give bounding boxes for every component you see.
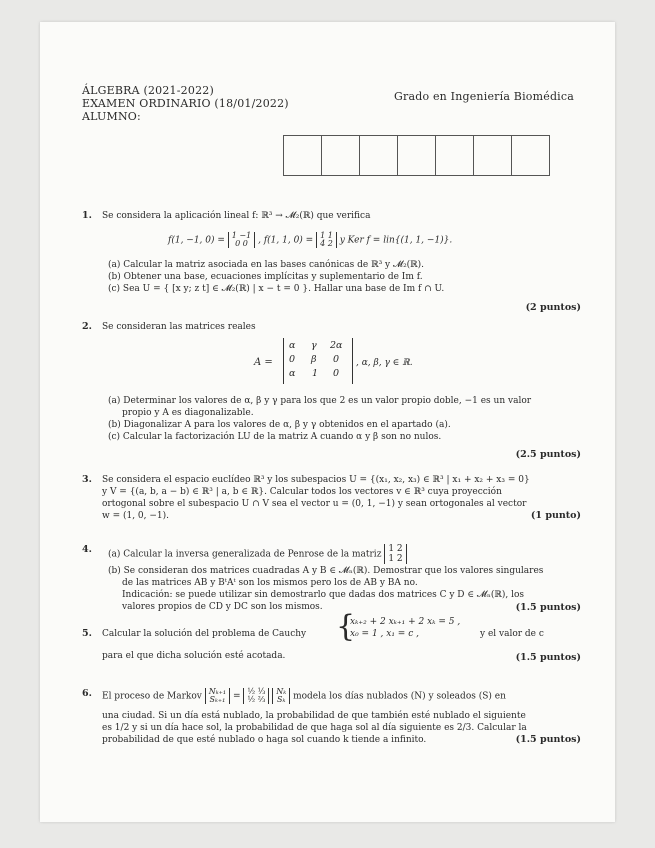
score-cell[interactable] (473, 135, 512, 176)
problem-1-intro: Se considera la aplicación lineal f: ℝ³ → 𝓜₂(ℝ) que verifica (102, 211, 371, 221)
problem-2-item-b: (b) Diagonalizar A para los valores de α, β y γ obtenidos en el apartado (a). (108, 420, 451, 430)
problem-6-number: 6. (82, 688, 92, 699)
problem-5-after: y el valor de c (480, 629, 544, 639)
matrix-m1: 1 −1 0 0 (228, 232, 255, 248)
matrix-a-label: A = (254, 357, 273, 368)
matrix-a-cell: 0 (289, 354, 296, 365)
problem-4-item-a (108, 544, 407, 564)
score-cell[interactable] (397, 135, 436, 176)
problem-6-points: (1.5 puntos) (515, 734, 581, 745)
problem-2-number: 2. (82, 321, 92, 332)
formula-part-c: y Ker f = lin{(1, 1, −1)}. (339, 235, 453, 246)
problem-3-line: y V = {(a, b, a − b) ∈ ℝ³ | a, b ∈ ℝ}. Calcular todos los vectores v ∈ ℝ³ cuya proyección (102, 487, 502, 497)
score-cell[interactable] (511, 135, 550, 176)
problem-3-number: 3. (82, 474, 92, 485)
student-label: ALUMNO: (82, 110, 141, 123)
problem-1-item-b: (b) Obtener una base, ecuaciones implícitas y suplementario de Im f. (108, 272, 423, 282)
matrix-a-cell: β (311, 354, 317, 365)
matrix-a-cell: 1 (312, 368, 319, 379)
score-cell[interactable] (283, 135, 322, 176)
problem-5-intro: Calcular la solución del problema de Cauchy (102, 629, 307, 639)
matrix-a (283, 338, 353, 384)
problem-3-line: Se considera el espacio euclídeo ℝ³ y los subespacios U = {(x₁, x₂, x₃) ∈ ℝ³ | x₁ + x₂ + x₃ = 0} (102, 475, 530, 485)
problem-3-line: ortogonal sobre el subespacio U ∩ V sea el vector u = (0, 1, −1) y sean ortogonales al vector (102, 499, 527, 509)
problem-4-line: valores propios de CD y DC son los mismos. (122, 602, 323, 612)
matrix-a-suffix: , α, β, γ ∈ ℝ. (356, 358, 413, 368)
matrix-a-cell: α (289, 368, 296, 379)
problem-5-number: 5. (82, 628, 92, 639)
problem-4-line: Indicación: se puede utilizar sin demostrarlo que dadas dos matrices C y D ∈ 𝓜ₙ(ℝ), los (122, 590, 525, 600)
problem-2-item-a: (a) Determinar los valores de α, β y γ para los que 2 es un valor propio doble, −1 es un valor (108, 396, 532, 406)
exam-header (82, 84, 289, 123)
problem-1-items (108, 259, 444, 295)
markov-matrix: ½ ⅓ ½ ⅔ (243, 688, 269, 704)
matrix-a-cell: 2α (330, 340, 343, 351)
problem-6-after: modela los días nublados (N) y soleados (S) en (293, 691, 506, 702)
course-title: ÁLGEBRA (2021-2022) (82, 84, 214, 97)
problem-1-formula (168, 232, 452, 248)
problem-5-line2: para el que dicha solución esté acotada. (102, 651, 286, 661)
problem-6-text (102, 710, 584, 746)
exam-title: EXAMEN ORDINARIO (18/01/2022) (82, 97, 289, 110)
problem-3-line: w = (1, 0, −1). (102, 511, 170, 521)
formula-part-a: f(1, −1, 0) = (168, 235, 225, 246)
matrix-a-cell: 0 (333, 354, 340, 365)
cauchy-eq1: xₖ₊₂ + 2 xₖ₊₁ + 2 xₖ = 5 , (350, 617, 461, 627)
problem-1-points: (2 puntos) (525, 302, 581, 313)
exam-sheet (40, 22, 615, 822)
score-cell[interactable] (359, 135, 398, 176)
problem-4-item-a-text: (a) Calcular la inversa generalizada de Penrose de la matriz (108, 549, 382, 560)
matrix-a-cell: γ (311, 340, 317, 351)
problem-4-number: 4. (82, 544, 92, 555)
markov-lhs: Nₖ₊₁ Sₖ₊₁ (205, 688, 230, 704)
problem-6-intro-text: El proceso de Markov (102, 691, 202, 702)
matrix-a-cell: 0 (333, 368, 340, 379)
problem-2-items (108, 395, 578, 443)
problem-2-item-a-cont: propio y A es diagonalizable. (122, 408, 254, 418)
cauchy-eq2: x₀ = 1 , x₁ = c , (350, 629, 419, 639)
problem-2-intro: Se consideran las matrices reales (102, 322, 256, 332)
problem-4-item-b (108, 565, 583, 613)
matrix-a-cell: α (289, 340, 296, 351)
score-cell[interactable] (435, 135, 474, 176)
cauchy-system (350, 616, 460, 640)
degree-name: Grado en Ingeniería Biomédica (394, 90, 575, 103)
problem-5-points: (1.5 puntos) (515, 652, 581, 663)
problem-6-intro: El proceso de Markov Nₖ₊₁ Sₖ₊₁ = ½ ⅓ ½ ⅔ Nₖ Sₖ modela los días nublados (N) y soleados (S) en (102, 687, 506, 704)
problem-1-item-c: (c) Sea U = { [x y; z t] ∈ 𝓜₂(ℝ) | x − t = 0 }. Hallar una base de Im f ∩ U. (108, 284, 445, 294)
markov-rhs: Nₖ Sₖ (272, 688, 290, 704)
problem-2-item-c: (c) Calcular la factorización LU de la matriz A cuando α y β son no nulos. (108, 432, 442, 442)
problem-3-points: (1 punto) (530, 510, 581, 521)
problem-4-line: de las matrices AB y BᵗAᵗ son los mismos pero los de AB y BA no. (122, 578, 418, 588)
score-cell[interactable] (321, 135, 360, 176)
problem-4-points: (1.5 puntos) (515, 602, 581, 613)
penrose-matrix: 1 2 1 2 (384, 544, 406, 564)
matrix-m2: 1 1 4 2 (316, 232, 337, 248)
problem-1-number: 1. (82, 210, 92, 221)
problem-6-line: una ciudad. Si un día está nublado, la probabilidad de que también esté nublado el siguiente (102, 711, 526, 721)
problem-4-line: (b) Se consideran dos matrices cuadradas A y B ∈ 𝓜ₙ(ℝ). Demostrar que los valores singulares (108, 566, 544, 576)
problem-2-points: (2.5 puntos) (515, 449, 581, 460)
system-brace: { (336, 609, 356, 644)
problem-1-item-a: (a) Calcular la matriz asociada en las bases canónicas de ℝ³ y 𝓜₂(ℝ). (108, 260, 425, 270)
problem-6-line: es 1/2 y si un día hace sol, la probabilidad de que haga sol al día siguiente es 2/3. Calcular la (102, 723, 527, 733)
score-grid (283, 135, 549, 176)
problem-3-text (102, 474, 580, 522)
problem-6-line: probabilidad de que esté nublado o haga sol cuando k tiende a infinito. (102, 735, 427, 745)
formula-part-b: , f(1, 1, 0) = (258, 235, 314, 246)
